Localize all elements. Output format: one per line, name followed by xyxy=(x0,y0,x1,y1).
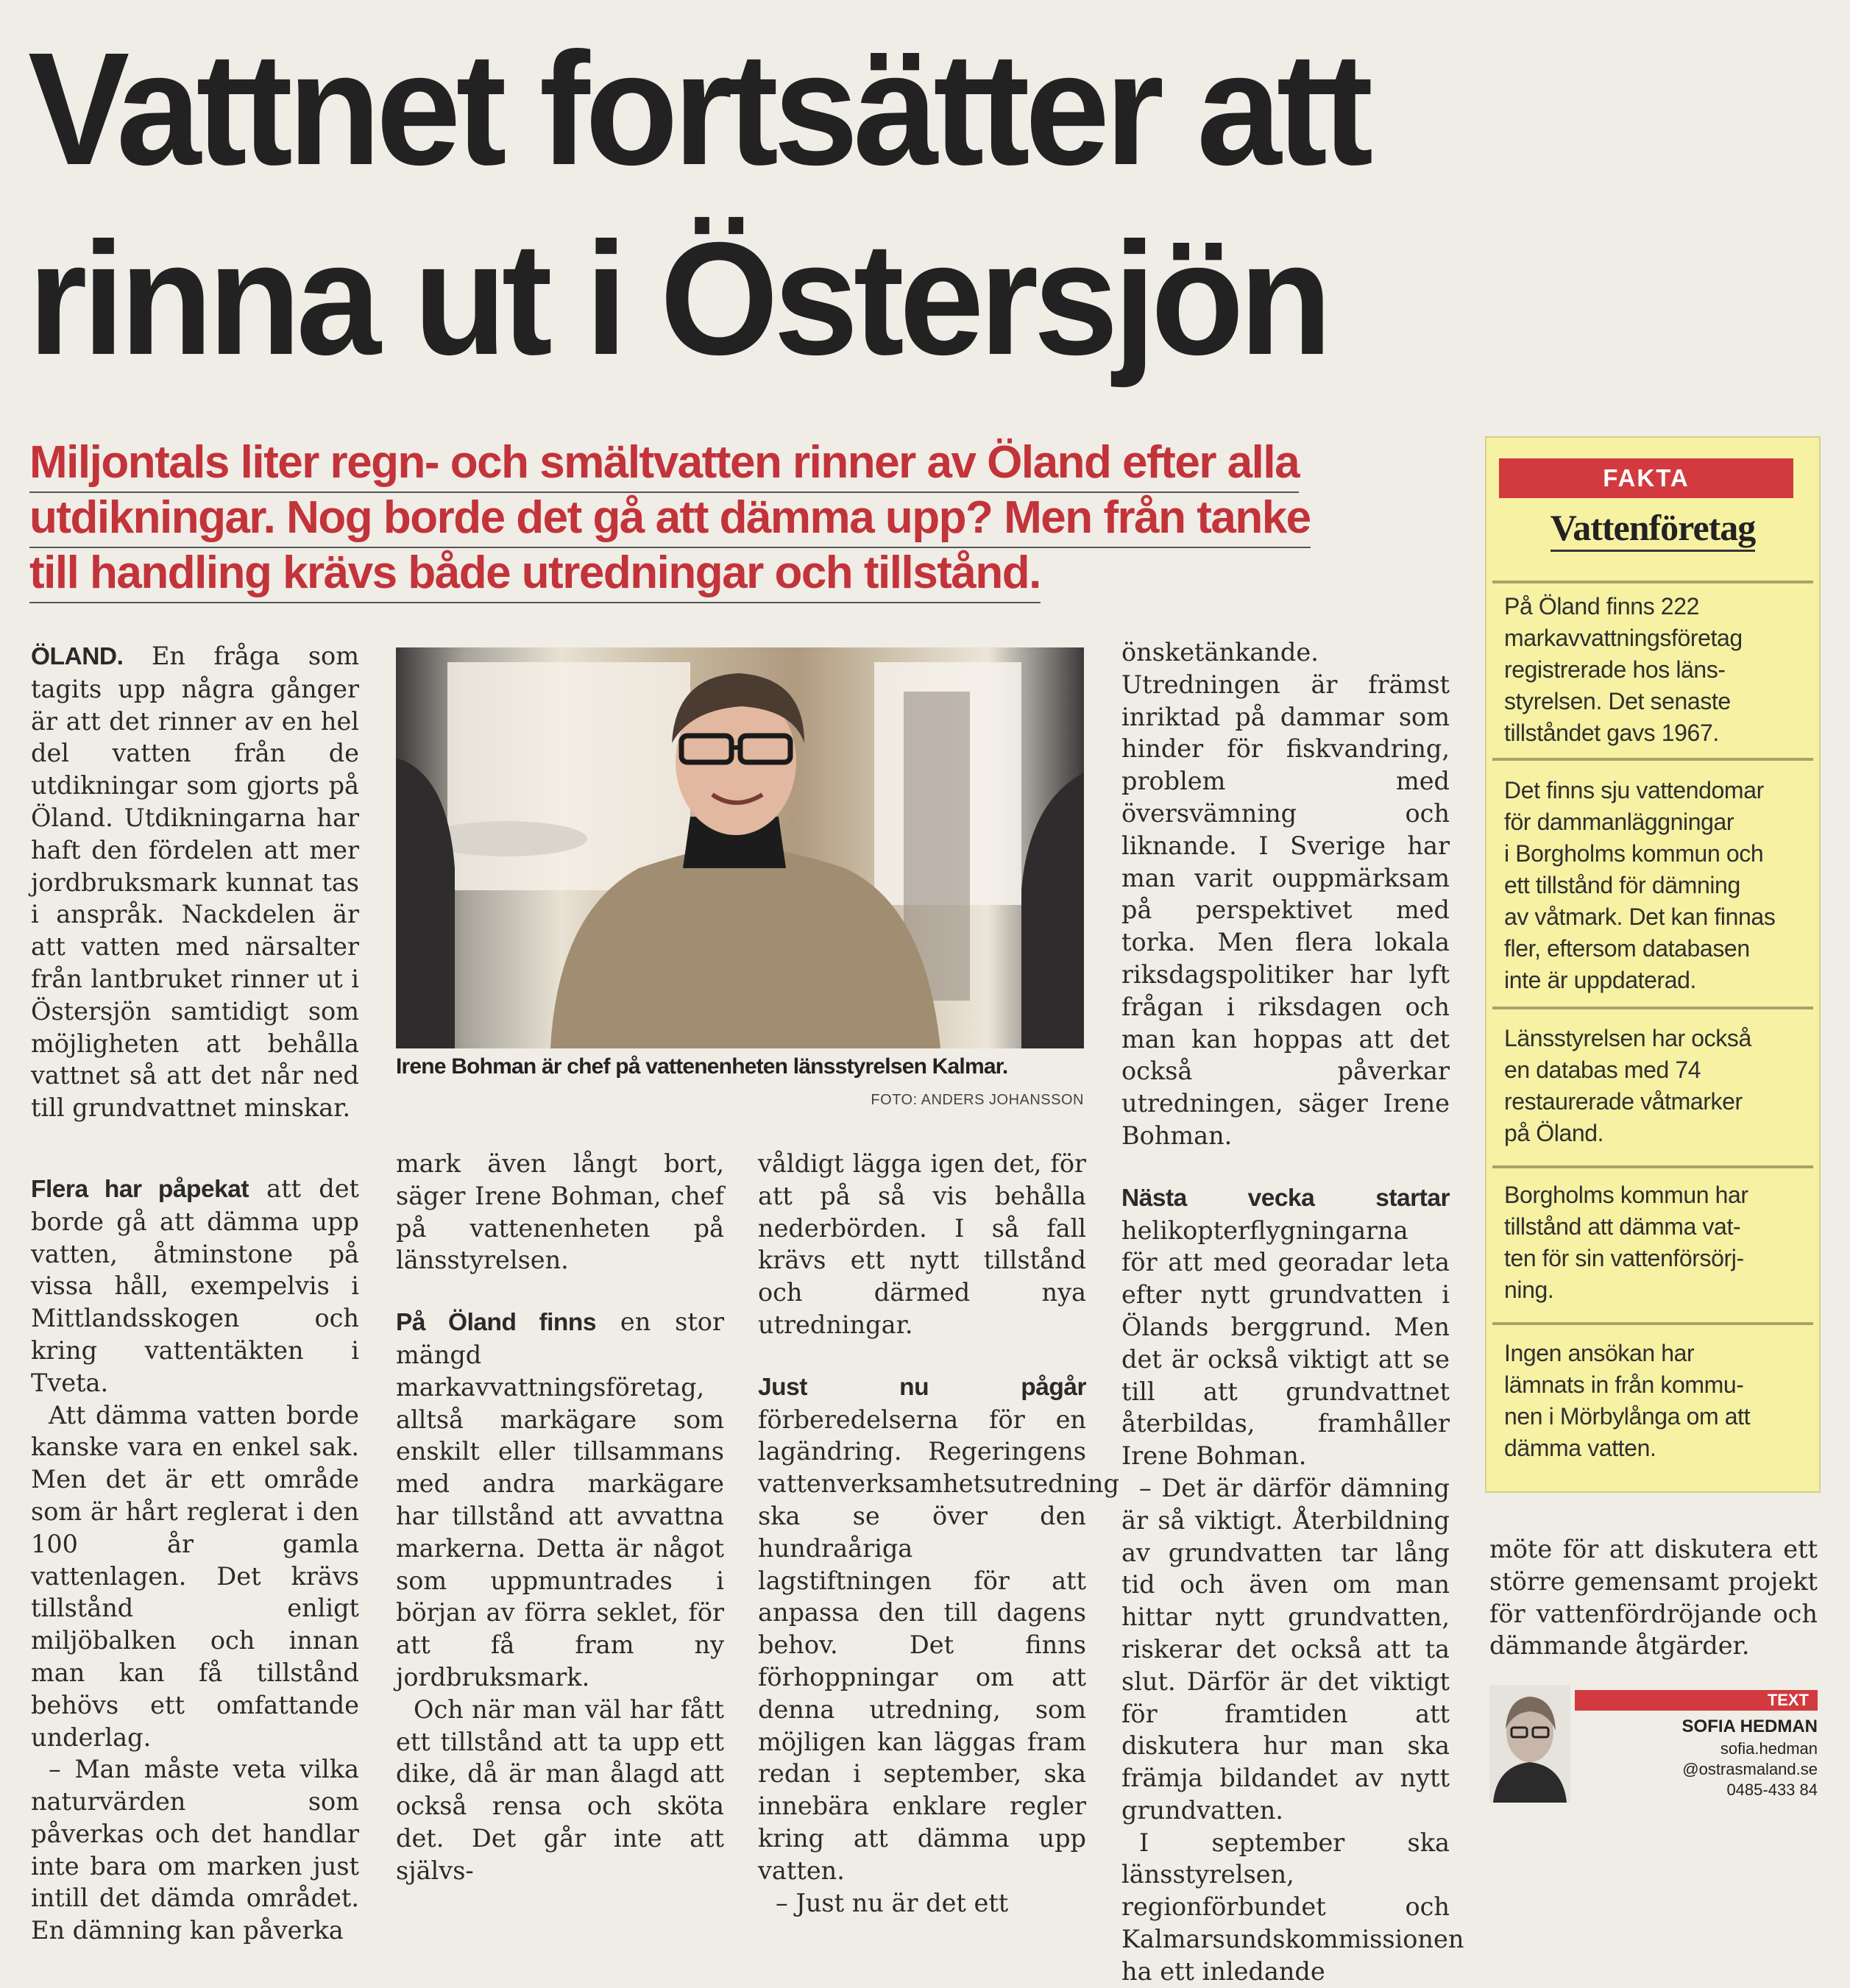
col4-paragraph-2: helikopterflygningarna för att med georadar leta efter nytt grundvatten i Ölands berggrund. Men det är också viktigt att se till att grundvattnet återbildas, framhåller Irene Bohman. xyxy=(1121,1215,1450,1471)
headline-line-1: Vattnet fortsätter att xyxy=(28,20,1369,199)
col4-paragraph-1: önsketänkande. Utredningen är främst inriktad på dammar som hinder för fiskvandring, problem med översvämning och liknande. I Sverige har man varit ouppmärksam på perspektivet med torka. Men flera lokala riksdagspolitiker har lyft frågan i riksdagen och man kan hoppas att det också påverkar utredningen, säger Irene Bohman. xyxy=(1121,638,1450,1150)
fakta-section-5: Ingen ansökan har lämnats in från kommu- nen i Mörbylånga om att dämma vatten. xyxy=(1504,1340,1751,1461)
headline xyxy=(28,15,1426,394)
fakta-tag: FAKTA xyxy=(1499,458,1793,498)
col1-paragraph-2: att det borde gå att dämma upp vatten, åtminstone på vissa håll, exempelvis i Mittlandsskogen och kring vattentäkten i Tveta. xyxy=(31,1174,359,1397)
deck-line-1: Miljontals liter regn- och smältvatten rinner av Öland efter alla xyxy=(29,436,1299,493)
byline-phone: 0485-433 84 xyxy=(1726,1781,1818,1799)
article-photo xyxy=(396,647,1084,1048)
deck-line-3: till handling krävs både utredningar och tillstånd. xyxy=(29,546,1041,603)
fakta-section-3: Länsstyrelsen har också en databas med 74 restaurerade våtmarker på Öland. xyxy=(1504,1025,1751,1146)
byline-email-user: sofia.hedman xyxy=(1720,1739,1818,1758)
fakta-section-4: Borgholms kommun har tillstånd att dämma vat- ten för sin vattenförsörj- ning. xyxy=(1504,1182,1748,1303)
col5-paragraph-1: möte för att diskutera ett större gemensamt projekt för vattenfördröjande och dämmande åtgärder. xyxy=(1489,1535,1818,1661)
byline-email-domain: @ostrasmaland.se xyxy=(1682,1760,1818,1778)
fakta-title: Vattenföretag xyxy=(1485,506,1821,549)
fakta-section-2: Det finns sju vattendomar för dammanläggningar i Borgholms kommun och ett tillstånd för dämning av våtmark. Det kan finnas fler, eftersom databasen inte är uppdaterad. xyxy=(1504,777,1776,993)
col2-paragraph-3: Och när man väl har fått ett tillstånd att ta upp ett dike, då är man ålagd att också rensa och sköta det. Det går inte att självs- xyxy=(396,1694,724,1885)
fakta-divider xyxy=(1492,581,1813,583)
article-column-3 xyxy=(758,1148,1119,1919)
col2-paragraph-1: mark även långt bort, säger Irene Bohman, chef på vattenenheten på länsstyrelsen. xyxy=(396,1149,724,1275)
col3-paragraph-2: förberedelserna för en lagändring. Regeringens vattenverksamhetsutredning ska se över den hundraåriga lagstiftningen för att anpassa den till dagens behov. Det finns förhoppningar om att denna utredning, som möjligen kan läggas fram redan i september, ska innebära enklare regler kring att dämma upp vatten. xyxy=(758,1405,1119,1885)
col2-paragraph-2: en stor mängd markavvattningsföretag, alltså markägare som enskilt eller tillsammans med andra markägare har tillstånd att avvattna markerna. Detta är något som uppmuntrades i början av förra seklet, för att få fram ny jordbruksmark. xyxy=(396,1307,724,1691)
col1-paragraph-1: En fråga som tagits upp några gånger är att det rinner av en hel del vatten från de utdikningar som gjorts på Öland. Utdikningarna har haft den fördelen att mer jordbruksmark kunnat tas i anspråk. Nackdelen är att vatten med närsalter från lantbruket rinner ut i Östersjön samtidigt som möjligheten att behålla vattnet så att det når ned till grundvattnet minskar. xyxy=(31,642,359,1123)
col4-paragraph-4: I september ska länsstyrelsen, regionförbundet och Kalmarsundskommissionen ha ett inledande xyxy=(1121,1828,1464,1986)
fakta-divider xyxy=(1492,1322,1813,1325)
col2-lead-2: På Öland finns xyxy=(396,1309,596,1337)
fakta-divider xyxy=(1492,1165,1813,1168)
col3-paragraph-1: våldigt lägga igen det, för att på så vis behålla nederbörden. I så fall krävs ett nytt tillstånd och därmed nya utredningar. xyxy=(758,1149,1086,1339)
fakta-section-1: På Öland finns 222 markavvattningsföretag registrerade hos läns- styrelsen. Det senaste tillståndet gavs 1967. xyxy=(1504,593,1743,746)
col4-paragraph-3: – Det är därför dämning är så viktigt. Återbildning av grundvatten tar lång tid och även om man hittar nytt grundvatten, riskerar det också att ta slut. Därför är det viktigt för framtiden att diskutera hur man ska främja bildandet av nytt grundvatten. xyxy=(1121,1473,1450,1825)
byline-name: SOFIA HEDMAN xyxy=(1681,1717,1818,1736)
col3-paragraph-3: – Just nu är det ett xyxy=(776,1888,1009,1917)
col3-lead-2: Just nu pågår xyxy=(758,1373,1086,1401)
byline-avatar xyxy=(1489,1685,1570,1803)
photo-irene-bohman xyxy=(396,647,1084,1048)
article-column-1 xyxy=(31,640,359,1947)
col1-paragraph-3: Att dämma vatten borde kanske vara en enkel sak. Men det är ett område som är hårt reglerat i den 100 år gamla vattenlagen. Det krävs tillstånd enligt miljöbalken och innan man kan få tillstånd behövs ett omfattande underlag. xyxy=(31,1400,359,1752)
col1-paragraph-4: – Man måste veta vilka naturvärden som påverkas och det handlar inte bara om marken just intill det dämda området. En dämning kan påverka xyxy=(31,1755,359,1945)
dateline: ÖLAND. xyxy=(31,643,124,670)
col1-lead-2: Flera har påpekat xyxy=(31,1175,249,1203)
article-column-2 xyxy=(396,1148,724,1887)
fakta-divider xyxy=(1492,758,1813,761)
col4-lead-2: Nästa vecka startar xyxy=(1121,1184,1450,1212)
author-portrait xyxy=(1489,1685,1570,1803)
photo-caption: Irene Bohman är chef på vattenenheten länsstyrelsen Kalmar. xyxy=(396,1054,1008,1079)
byline-label: TEXT xyxy=(1575,1690,1818,1711)
headline-line-2: rinna ut i Östersjön xyxy=(28,210,1328,388)
article-column-5 xyxy=(1489,1533,1818,1662)
fakta-divider xyxy=(1492,1007,1813,1009)
deck-line-2: utdikningar. Nog borde det gå att dämma upp? Men från tanke xyxy=(29,491,1311,548)
article-column-4 xyxy=(1121,636,1464,1988)
photo-credit: FOTO: ANDERS JOHANSSON xyxy=(871,1092,1084,1108)
